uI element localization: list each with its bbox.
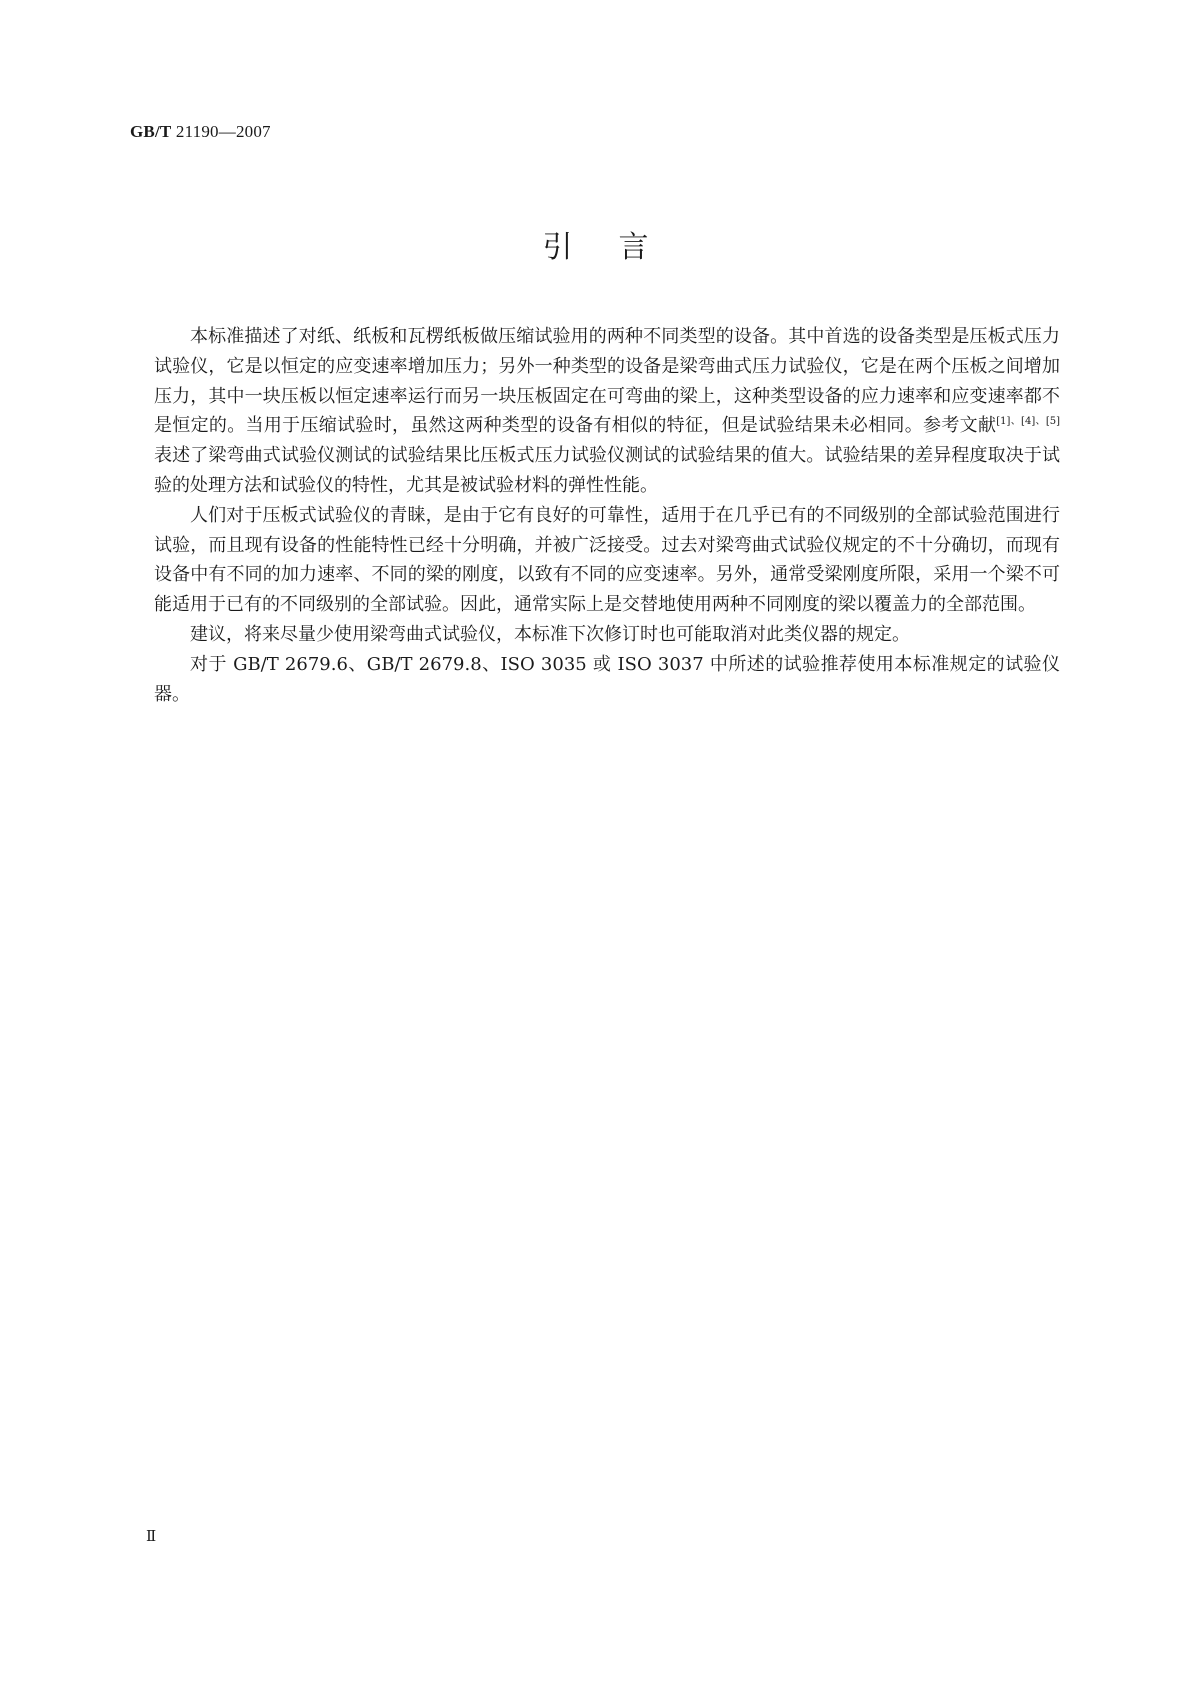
paragraph-3: 建议，将来尽量少使用梁弯曲式试验仪，本标准下次修订时也可能取消对此类仪器的规定。: [190, 623, 910, 645]
paragraph-4: 对于 GB/T 2679.6、GB/T 2679.8、ISO 3035 或 ISO 3037 中所述的试验推荐使用本标准规定的试验仪器。: [154, 653, 1060, 705]
standard-number: 21190—2007: [171, 122, 271, 141]
standard-code: [130, 122, 271, 142]
reference-citation: [1]、[4]、[5]: [996, 416, 1061, 428]
paragraph-1-text-b: 表述了梁弯曲式试验仪测试的试验结果比压板式压力试验仪测试的试验结果的值大。试验结果的差异程度取决于试验的处理方法和试验仪的特性，尤其是被试验材料的弹性性能。: [154, 445, 1060, 496]
introduction-body: [154, 322, 1060, 709]
paragraph-2: 人们对于压板式试验仪的青睐，是由于它有良好的可靠性，适用于在几乎已有的不同级别的全部试验范围进行试验，而且现有设备的性能特性已经十分明确，并被广泛接受。过去对梁弯曲式试验仪规定的不十分确切，而现有设备中有不同的加力速率、不同的梁的刚度，以致有不同的应变速率。另外，通常受梁刚度所限，采用一个梁不可能适用于已有的不同级别的全部试验。因此，通常实际上是交替地使用两种不同刚度的梁以覆盖力的全部范围。: [154, 504, 1060, 616]
page-number: Ⅱ: [146, 1529, 157, 1545]
paragraph-1: [154, 322, 1060, 501]
standard-prefix: GB/T: [130, 122, 172, 141]
section-title: 引言: [542, 230, 695, 265]
paragraph-1-text-a: 本标准描述了对纸、纸板和瓦楞纸板做压缩试验用的两种不同类型的设备。其中首选的设备类型是压板式压力试验仪，它是以恒定的应变速率增加压力；另外一种类型的设备是梁弯曲式压力试验仪，它是在两个压板之间增加压力，其中一块压板以恒定速率运行而另一块压板固定在可弯曲的梁上，这种类型设备的应力速率和应变速率都不是恒定的。当用于压缩试验时，虽然这两种类型的设备有相似的特征，但是试验结果未必相同。参考文献: [154, 326, 1060, 437]
